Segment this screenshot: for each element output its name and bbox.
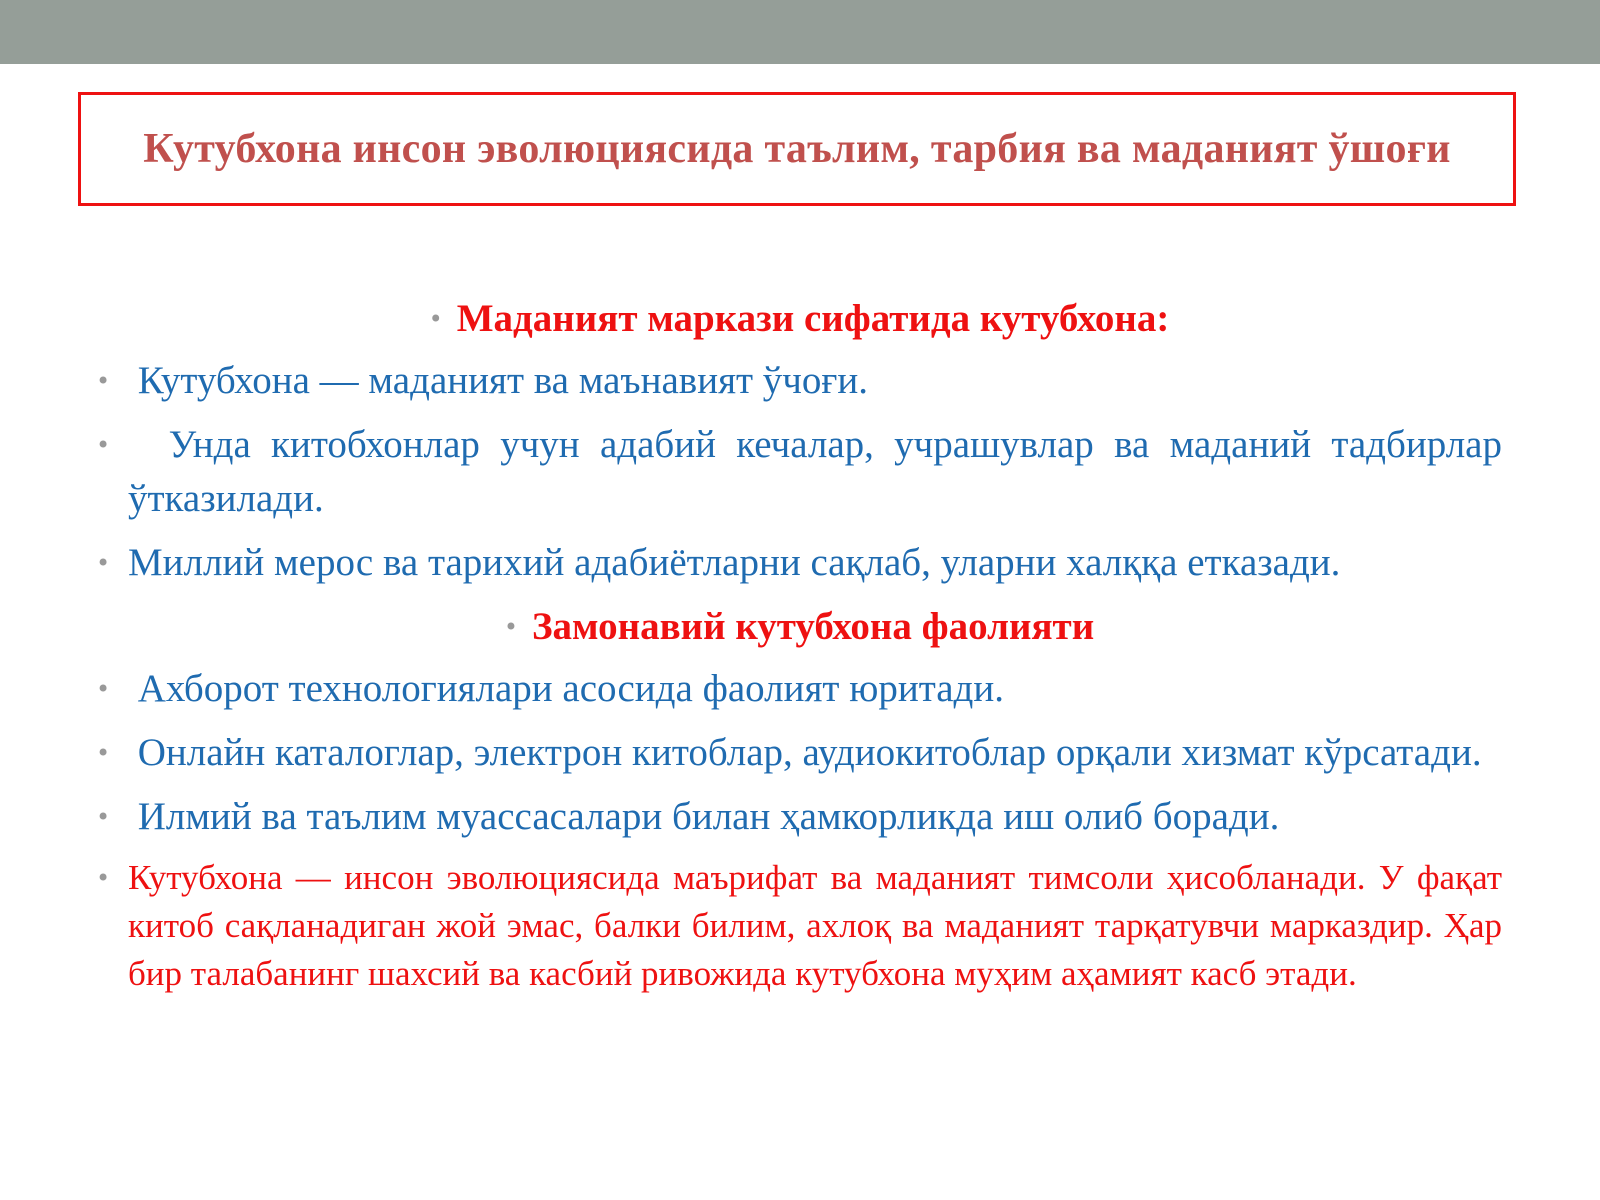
bullet-icon: • — [96, 864, 111, 892]
bullet-item — [96, 790, 1502, 844]
bullet-item — [96, 662, 1502, 716]
bullet-item-text: Унда китобхонлар учун адабий кечалар, учрашувлар ва маданий тадбирлар ўтказилади. — [128, 423, 1502, 520]
bullet-icon: • — [96, 367, 111, 395]
section-heading-modern-library — [96, 600, 1502, 654]
title-box — [78, 92, 1516, 206]
section-heading-culture-center — [96, 292, 1502, 346]
slide-title: Кутубхона инсон эволюциясида таълим, тарбия ва маданият ўшоғи — [143, 126, 1451, 172]
bullet-icon: • — [503, 613, 518, 641]
bullet-item — [96, 418, 1502, 526]
section-heading-text: Замонавий кутубхона фаолияти — [531, 605, 1095, 648]
bullet-icon: • — [96, 675, 111, 703]
bullet-icon: • — [96, 739, 111, 767]
bullet-item — [96, 354, 1502, 408]
slide-content — [96, 292, 1502, 1008]
bullet-item-text: Миллий мерос ва тарихий адабиётларни сақлаб, уларни халққа етказади. — [128, 541, 1341, 584]
top-decorative-bar — [0, 0, 1600, 64]
bullet-icon: • — [428, 305, 443, 333]
bullet-item-text: Ахборот технологиялари асосида фаолият юритади. — [137, 667, 1005, 710]
bullet-item-text: Кутубхона — маданият ва маънавият ўчоғи. — [137, 359, 869, 402]
section-heading-text: Маданият маркази сифатида кутубхона: — [456, 297, 1170, 340]
bullet-item-text: Онлайн каталоглар, электрон китоблар, аудиокитоблар орқали хизмат кўрсатади. — [137, 731, 1482, 774]
bullet-item-text: Илмий ва таълим муассасалари билан ҳамкорликда иш олиб боради. — [137, 795, 1280, 838]
bullet-icon: • — [96, 549, 111, 577]
conclusion-paragraph — [96, 854, 1502, 998]
bullet-item — [96, 536, 1502, 590]
bullet-icon: • — [96, 431, 111, 459]
conclusion-text: Кутубхона — инсон эволюциясида маърифат ва маданият тимсоли ҳисобланади. У фақат китоб сақланадиган жой эмас, балки билим, ахлоқ ва маданият тарқатувчи марказдир. Ҳар бир талабанинг шахсий ва касбий ривожида кутубхона муҳим аҳамият касб этади. — [128, 858, 1502, 993]
bullet-item — [96, 726, 1502, 780]
bullet-icon: • — [96, 803, 111, 831]
